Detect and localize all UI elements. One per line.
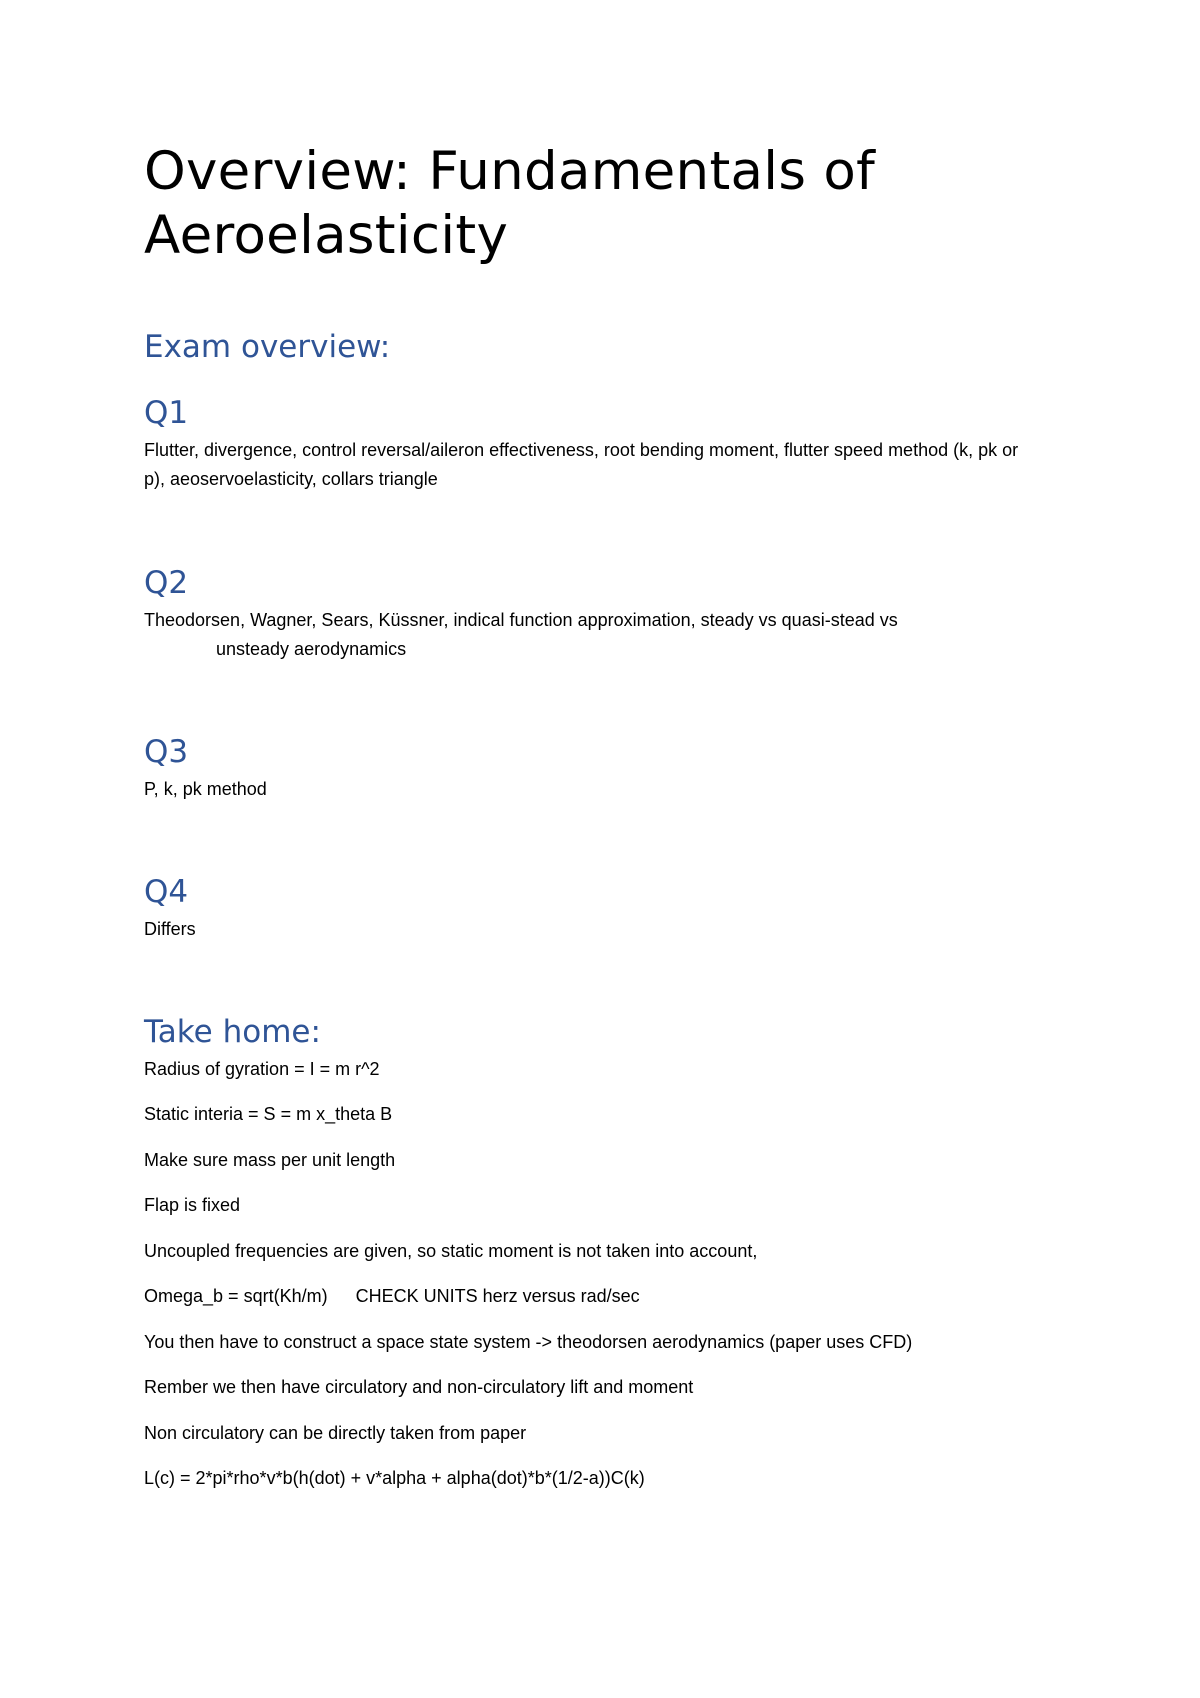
q2-text-line-2: unsteady aerodynamics <box>216 639 407 659</box>
document-title: Overview: Fundamentals of Aeroelasticity <box>144 141 876 266</box>
q2-text-line-1: Theodorsen, Wagner, Sears, Küssner, indical function approximation, steady vs quasi-stead vs <box>144 610 898 630</box>
exam-overview-heading: Exam overview: <box>144 329 391 365</box>
q3-text: P, k, pk method <box>144 779 267 799</box>
q3-heading: Q3 <box>144 734 189 770</box>
take-home-line: Non circulatory can be directly taken from paper <box>144 1423 527 1443</box>
take-home-line: Make sure mass per unit length <box>144 1150 396 1170</box>
omega-note: CHECK UNITS herz versus rad/sec <box>355 1286 640 1306</box>
q4-heading: Q4 <box>144 874 189 910</box>
take-home-line: Radius of gyration = I = m r^2 <box>144 1059 380 1079</box>
take-home-line-omega <box>144 1282 1024 1311</box>
take-home-line: You then have to construct a space state system -> theodorsen aerodynamics (paper uses CFD) <box>144 1332 913 1352</box>
q2-text <box>144 606 1024 664</box>
take-home-line: Flap is fixed <box>144 1195 241 1215</box>
q4-text: Differs <box>144 919 196 939</box>
take-home-heading: Take home: <box>144 1014 321 1050</box>
take-home-line: L(c) = 2*pi*rho*v*b(h(dot) + v*alpha + alpha(dot)*b*(1/2-a))C(k) <box>144 1468 645 1488</box>
omega-formula: Omega_b = sqrt(Kh/m) <box>144 1286 328 1306</box>
take-home-line: Rember we then have circulatory and non-circulatory lift and moment <box>144 1377 694 1397</box>
q1-heading: Q1 <box>144 395 189 431</box>
take-home-line: Uncoupled frequencies are given, so static moment is not taken into account, <box>144 1241 758 1261</box>
take-home-line: Static interia = S = m x_theta B <box>144 1104 393 1124</box>
q2-heading: Q2 <box>144 565 189 601</box>
q1-text: Flutter, divergence, control reversal/aileron effectiveness, root bending moment, flutter speed method (k, pk or p), aeoservoelasticity, collars triangle <box>144 440 1019 489</box>
